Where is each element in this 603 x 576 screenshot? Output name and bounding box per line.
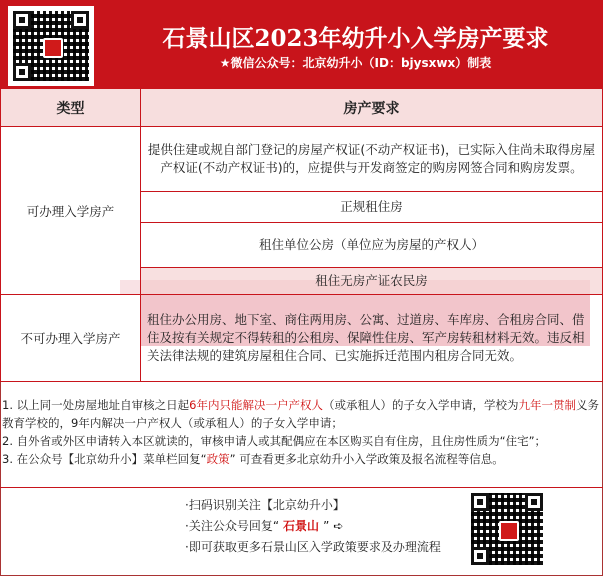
header-category: 类型 [1, 89, 141, 127]
category-not-allowed: 不可办理入学房产 [1, 295, 141, 382]
qr-code-icon [8, 6, 94, 86]
header-banner [0, 0, 603, 88]
requirement-cell: 租住办公用房、地下室、商住两用房、公寓、过道房、车库房、合租房合同、借住及按有关规定不得转租的公租房、保障性住房、军产房转租材料无效。违反相关法律法规的建筑房屋租住合同、已实施拆迁范围内租房合同无效。 [141, 295, 603, 382]
note-1: 1. 以上同一处房屋地址自审核之日起6年内只能解决一户产权人（或承租人）的子女入学申请，学校为九年一贯制义务教育学校的，9年内解决一户产权人（或承租人）的子女入学申请； [2, 398, 599, 430]
requirement-cell: 租住单位公房（单位应为房屋的产权人） [141, 223, 603, 268]
category-allowed: 可办理入学房产 [1, 127, 141, 295]
footer-line-3: ·即可获取更多石景山区入学政策要求及办理流程 [185, 540, 441, 554]
requirements-table [0, 88, 603, 382]
notes-section [2, 396, 600, 468]
note-2: 2. 自外省或外区申请转入本区就读的，审核申请人或其配偶应在本区购买自有住房，且住房性质为“住宅”； [2, 434, 547, 448]
pointing-hand-icon: ➪ [333, 519, 344, 533]
table-row [1, 295, 603, 382]
note-3: 3. 在公众号【北京幼升小】菜单栏回复“政策” 可查看更多北京幼升小入学政策及报名流程等信息。 [2, 452, 504, 466]
header-requirement: 房产要求 [141, 89, 603, 127]
footer-info [185, 495, 441, 558]
requirement-cell: 提供住建或规自部门登记的房屋产权证(不动产权证书)，已实际入住尚未取得房屋产权证(不动产权证书)的，应提供与开发商签定的购房网签合同和购房发票。 [141, 127, 603, 192]
requirement-cell: 租住无房产证农民房 [141, 268, 603, 295]
footer-qr-code-icon[interactable] [468, 490, 546, 568]
table-row [1, 127, 603, 192]
table-header-row [1, 89, 603, 127]
footer-line-2: ·关注公众号回复“ 石景山 ” ➪ [185, 516, 441, 537]
page-title: 石景山区2023年幼升小入学房产要求 [162, 25, 549, 52]
page-subtitle: ★微信公众号：北京幼升小（ID：bjysxwx）制表 [219, 56, 492, 70]
requirement-cell: 正规租住房 [141, 192, 603, 223]
footer-line-1: ·扫码识别关注【北京幼升小】 [185, 498, 345, 512]
divider [0, 487, 603, 488]
